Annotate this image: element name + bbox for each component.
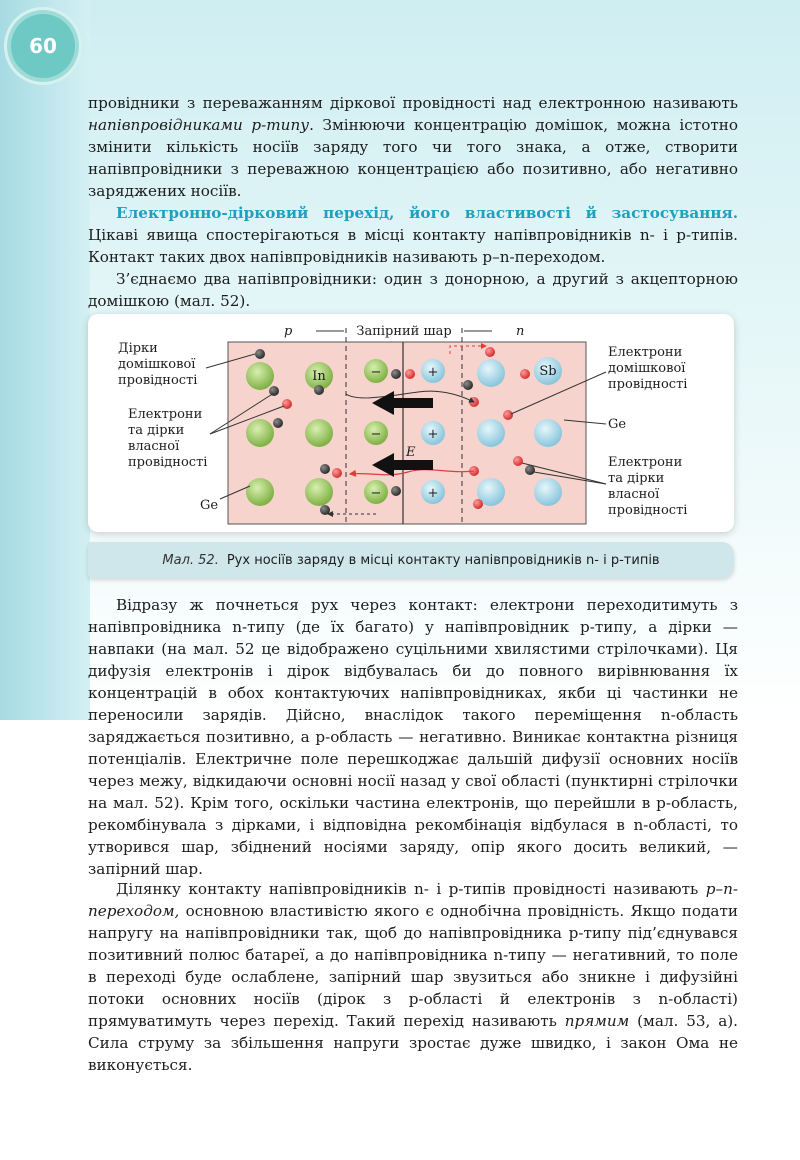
ge-atom xyxy=(477,419,505,447)
para5-text-3: (мал. 53, а). Сила струму за збільшення напруги зростає дуже швидко, і закон Ома не виконується. xyxy=(88,1012,738,1074)
crystal-block xyxy=(228,342,586,524)
paragraph-5 xyxy=(88,878,738,1076)
ge-atom xyxy=(477,359,505,387)
label-depletion-layer: Запірний шар xyxy=(356,324,452,339)
hole xyxy=(273,418,283,428)
field-label-e: E xyxy=(406,445,416,460)
caption-text: Рух носіїв заряду в місці контакту напівпровідників n- і p-типів xyxy=(226,552,660,568)
term-p-type: напівпровідниками p-типу xyxy=(88,116,310,134)
figure-52-diagram xyxy=(88,314,734,532)
right-label-3-line1: Електрони xyxy=(608,455,683,470)
right-label-2: Ge xyxy=(608,417,627,432)
section-heading: Електронно-дірковий перехід, його властивості й застосування. xyxy=(116,204,738,222)
right-label-3-line4: провідності xyxy=(608,503,688,518)
electron xyxy=(405,369,415,379)
hole xyxy=(391,369,401,379)
left-label-2-line2: та дірки xyxy=(128,423,185,438)
left-label-2-line3: власної xyxy=(128,439,180,454)
electron xyxy=(503,410,513,420)
ge-atom xyxy=(246,362,274,390)
right-label-1-line2: домішкової xyxy=(608,361,686,376)
left-label-1-line3: провідності xyxy=(118,373,198,388)
para5-text-2: основною властивістю якого є однобічна провідність. Якщо подати напругу на напівпровідники так, щоб до напівпровідника p-типу під’єднувався позитивний полюс батареї, а до напівпровідника n-типу — негативний, то поле в переході буде ослаблене, запірний шар звузиться або зникне і дифузійні потоки основних носіїв (дірок з p-області й електронів з n-області) прямуватимуть через перехід. Такий перехід називають xyxy=(88,902,738,1030)
electron xyxy=(485,347,495,357)
term-forward: прямим xyxy=(564,1012,630,1030)
atom-label-sb: Sb xyxy=(539,364,557,379)
page-number: 60 xyxy=(11,14,75,78)
hole xyxy=(320,464,330,474)
hole xyxy=(314,385,324,395)
right-label-3-line3: власної xyxy=(608,487,660,502)
hole xyxy=(320,505,330,515)
para1-text-2: . Змінюючи концентрацію домішок, можна істотно змінити кількість носіїв заряду того чи того знака, а отже, створити напівпровідники з переважною концентрацією або позитивно, або негативно заряджених носіїв. xyxy=(88,116,739,200)
ion-minus: − xyxy=(370,486,382,501)
label-n: n xyxy=(516,324,525,339)
paragraph-3 xyxy=(88,268,738,312)
para4-text: Відразу ж почнеться рух через контакт: електрони переходитимуть з напівпровідника n-типу (де їх багато) у напівпровідник p-типу, а дірки — навпаки (на мал. 52 це відображено суцільними хвилястими стрілочками). Ця дифузія електронів і дірок відбувалась би до повного вирівнювання їх концентрацій в обох контактуючих напівпровідниках, якби ці частинки не переносили зарядів. Дійсно, внаслідок такого переміщення n-область заряджається позитивно, а p-область — негативно. Виникає контактна різниця потенціалів. Електричне поле перешкоджає дальшій дифузії основних носіїв через межу, відкидаючи основні носії назад у свої області (пунктирні стрілочки на мал. 52). Крім того, оскільки частина електронів, що перейшли в p-область, рекомбінувала з дірками, і відповідна рекомбінація відбулася в n-області, то утворився шар, збіднений носіями заряду, опір якого досить великий, — запірний шар. xyxy=(88,596,738,878)
ion-minus: − xyxy=(370,427,382,442)
left-label-2-line1: Електрони xyxy=(128,407,203,422)
label-p: p xyxy=(284,324,293,339)
term-pn-junction: p–n-переходом, xyxy=(88,880,738,920)
ion-minus: − xyxy=(370,365,382,380)
paragraph-2 xyxy=(88,202,738,268)
right-label-1-line1: Електрони xyxy=(608,345,683,360)
electron xyxy=(513,456,523,466)
ge-atom xyxy=(246,419,274,447)
ion-plus: + xyxy=(427,427,439,442)
atom-label-in: In xyxy=(312,369,326,384)
ge-atom xyxy=(246,478,274,506)
caption-number: Мал. 52. xyxy=(162,552,219,568)
ion-plus: + xyxy=(427,486,439,501)
ge-atom xyxy=(534,419,562,447)
ge-atom xyxy=(305,419,333,447)
ge-atom xyxy=(305,478,333,506)
hole xyxy=(463,380,473,390)
electron xyxy=(332,468,342,478)
hole xyxy=(269,386,279,396)
right-label-1-line3: провідності xyxy=(608,377,688,392)
right-label-3-line2: та дірки xyxy=(608,471,665,486)
electron xyxy=(282,399,292,409)
ion-plus: + xyxy=(427,365,439,380)
paragraph-1 xyxy=(88,92,738,202)
hole xyxy=(391,486,401,496)
para3-text: З’єднаємо два напівпровідники: один з донорною, а другий з акцепторною домішкою (мал. 52). xyxy=(88,270,738,310)
electron xyxy=(473,499,483,509)
para2-text: Цікаві явища спостерігаються в місці контакту напівпровідників n- і p-типів. Контакт таких двох напівпровідників називають p–n-переходом. xyxy=(88,226,738,266)
figure-caption xyxy=(88,542,734,578)
electron xyxy=(520,369,530,379)
left-label-3: Ge xyxy=(200,498,219,513)
para5-text-1: Ділянку контакту напівпровідників n- і p-типів провідності називають xyxy=(116,880,706,898)
paragraph-4 xyxy=(88,594,738,880)
hole xyxy=(255,349,265,359)
left-label-2-line4: провідності xyxy=(128,455,208,470)
ge-atom xyxy=(534,478,562,506)
para1-text-1: провідники з переважанням діркової провідності над електронною називають xyxy=(88,94,738,112)
left-label-1-line1: Дірки xyxy=(118,341,158,356)
left-label-1-line2: домішкової xyxy=(118,357,196,372)
page-left-decoration xyxy=(0,0,90,720)
hole xyxy=(525,465,535,475)
